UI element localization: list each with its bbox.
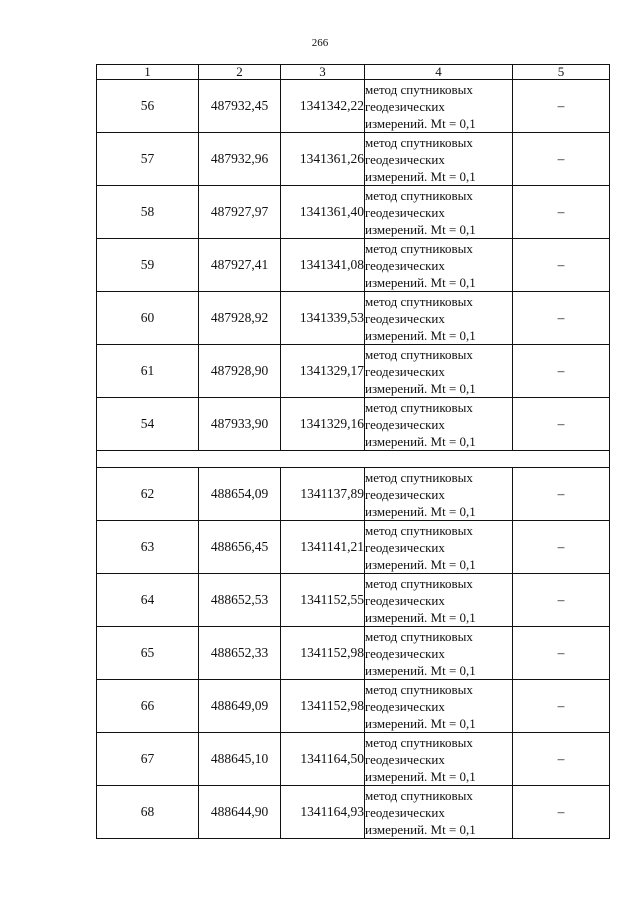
note-cell: – bbox=[513, 574, 610, 627]
separator-cell bbox=[97, 451, 610, 468]
method-line: метод спутниковых bbox=[365, 734, 473, 750]
table-row bbox=[97, 627, 610, 680]
method-line: метод спутниковых bbox=[365, 522, 473, 538]
method-description bbox=[365, 733, 513, 786]
column-header: 4 bbox=[365, 65, 513, 80]
table-row bbox=[97, 80, 610, 133]
coordinate-x: 487927,41 bbox=[199, 239, 281, 292]
table-row bbox=[97, 680, 610, 733]
coordinate-y: 1341341,08 bbox=[281, 239, 365, 292]
table-row bbox=[97, 133, 610, 186]
coordinate-y: 1341339,53 bbox=[281, 292, 365, 345]
coordinate-x: 488656,45 bbox=[199, 521, 281, 574]
table-row bbox=[97, 574, 610, 627]
coordinate-x: 488652,53 bbox=[199, 574, 281, 627]
note-cell: – bbox=[513, 345, 610, 398]
coordinates-table bbox=[96, 64, 610, 839]
method-description bbox=[365, 468, 513, 521]
table-row bbox=[97, 239, 610, 292]
table-row bbox=[97, 398, 610, 451]
coordinate-y: 1341141,21 bbox=[281, 521, 365, 574]
section-separator-row bbox=[97, 451, 610, 468]
method-line: геодезических bbox=[365, 257, 445, 273]
method-line: геодезических bbox=[365, 804, 445, 820]
point-number: 62 bbox=[97, 468, 199, 521]
method-line: геодезических bbox=[365, 751, 445, 767]
coordinate-x: 487933,90 bbox=[199, 398, 281, 451]
note-cell: – bbox=[513, 186, 610, 239]
method-description bbox=[365, 292, 513, 345]
point-number: 54 bbox=[97, 398, 199, 451]
note-cell: – bbox=[513, 680, 610, 733]
coordinate-y: 1341152,98 bbox=[281, 627, 365, 680]
point-number: 63 bbox=[97, 521, 199, 574]
method-line: метод спутниковых bbox=[365, 399, 473, 415]
method-line: измерений. Mt = 0,1 bbox=[365, 274, 476, 290]
coordinate-x: 487928,90 bbox=[199, 345, 281, 398]
coordinate-x: 488652,33 bbox=[199, 627, 281, 680]
coordinate-x: 488645,10 bbox=[199, 733, 281, 786]
table-header-row bbox=[97, 65, 610, 80]
note-cell: – bbox=[513, 468, 610, 521]
column-header: 2 bbox=[199, 65, 281, 80]
point-number: 64 bbox=[97, 574, 199, 627]
column-header: 5 bbox=[513, 65, 610, 80]
coordinate-y: 1341152,55 bbox=[281, 574, 365, 627]
coordinate-y: 1341342,22 bbox=[281, 80, 365, 133]
note-cell: – bbox=[513, 786, 610, 839]
method-line: измерений. Mt = 0,1 bbox=[365, 115, 476, 131]
method-line: метод спутниковых bbox=[365, 787, 473, 803]
method-description bbox=[365, 80, 513, 133]
method-line: измерений. Mt = 0,1 bbox=[365, 503, 476, 519]
coordinate-y: 1341152,98 bbox=[281, 680, 365, 733]
note-cell: – bbox=[513, 292, 610, 345]
note-cell: – bbox=[513, 80, 610, 133]
coordinate-y: 1341361,40 bbox=[281, 186, 365, 239]
point-number: 57 bbox=[97, 133, 199, 186]
method-line: геодезических bbox=[365, 363, 445, 379]
method-line: метод спутниковых bbox=[365, 187, 473, 203]
coordinate-x: 487932,96 bbox=[199, 133, 281, 186]
method-line: измерений. Mt = 0,1 bbox=[365, 662, 476, 678]
point-number: 60 bbox=[97, 292, 199, 345]
method-line: измерений. Mt = 0,1 bbox=[365, 556, 476, 572]
coordinate-x: 488654,09 bbox=[199, 468, 281, 521]
method-line: измерений. Mt = 0,1 bbox=[365, 168, 476, 184]
method-description bbox=[365, 521, 513, 574]
note-cell: – bbox=[513, 627, 610, 680]
coordinate-x: 487932,45 bbox=[199, 80, 281, 133]
method-line: геодезических bbox=[365, 592, 445, 608]
method-line: геодезических bbox=[365, 645, 445, 661]
point-number: 65 bbox=[97, 627, 199, 680]
method-line: метод спутниковых bbox=[365, 346, 473, 362]
coordinate-x: 487928,92 bbox=[199, 292, 281, 345]
page-number: 266 bbox=[311, 37, 329, 49]
method-description bbox=[365, 680, 513, 733]
coordinate-x: 488644,90 bbox=[199, 786, 281, 839]
method-line: геодезических bbox=[365, 486, 445, 502]
point-number: 67 bbox=[97, 733, 199, 786]
method-line: метод спутниковых bbox=[365, 134, 473, 150]
method-description bbox=[365, 186, 513, 239]
note-cell: – bbox=[513, 521, 610, 574]
point-number: 66 bbox=[97, 680, 199, 733]
method-line: измерений. Mt = 0,1 bbox=[365, 380, 476, 396]
method-line: геодезических bbox=[365, 698, 445, 714]
table-row bbox=[97, 186, 610, 239]
method-line: измерений. Mt = 0,1 bbox=[365, 715, 476, 731]
table-row bbox=[97, 521, 610, 574]
coordinate-y: 1341164,93 bbox=[281, 786, 365, 839]
method-description bbox=[365, 133, 513, 186]
method-line: геодезических bbox=[365, 98, 445, 114]
method-line: метод спутниковых bbox=[365, 469, 473, 485]
table-row bbox=[97, 292, 610, 345]
method-line: измерений. Mt = 0,1 bbox=[365, 221, 476, 237]
method-line: метод спутниковых bbox=[365, 575, 473, 591]
method-description bbox=[365, 627, 513, 680]
method-description bbox=[365, 786, 513, 839]
method-line: метод спутниковых bbox=[365, 628, 473, 644]
column-header: 3 bbox=[281, 65, 365, 80]
coordinate-x: 487927,97 bbox=[199, 186, 281, 239]
method-line: метод спутниковых bbox=[365, 240, 473, 256]
coordinate-y: 1341137,89 bbox=[281, 468, 365, 521]
method-description bbox=[365, 574, 513, 627]
point-number: 56 bbox=[97, 80, 199, 133]
coordinate-x: 488649,09 bbox=[199, 680, 281, 733]
note-cell: – bbox=[513, 239, 610, 292]
method-line: измерений. Mt = 0,1 bbox=[365, 609, 476, 625]
coordinate-y: 1341329,17 bbox=[281, 345, 365, 398]
coordinate-y: 1341361,26 bbox=[281, 133, 365, 186]
coordinate-y: 1341164,50 bbox=[281, 733, 365, 786]
method-line: метод спутниковых bbox=[365, 681, 473, 697]
method-line: геодезических bbox=[365, 151, 445, 167]
note-cell: – bbox=[513, 133, 610, 186]
coordinate-y: 1341329,16 bbox=[281, 398, 365, 451]
point-number: 68 bbox=[97, 786, 199, 839]
method-line: геодезических bbox=[365, 204, 445, 220]
table-row bbox=[97, 733, 610, 786]
method-line: геодезических bbox=[365, 416, 445, 432]
note-cell: – bbox=[513, 398, 610, 451]
method-line: измерений. Mt = 0,1 bbox=[365, 433, 476, 449]
point-number: 59 bbox=[97, 239, 199, 292]
column-header: 1 bbox=[97, 65, 199, 80]
method-description bbox=[365, 398, 513, 451]
note-cell: – bbox=[513, 733, 610, 786]
method-line: измерений. Mt = 0,1 bbox=[365, 821, 476, 837]
point-number: 58 bbox=[97, 186, 199, 239]
method-line: геодезических bbox=[365, 310, 445, 326]
point-number: 61 bbox=[97, 345, 199, 398]
method-line: метод спутниковых bbox=[365, 81, 473, 97]
method-description bbox=[365, 239, 513, 292]
table-row bbox=[97, 345, 610, 398]
table-row bbox=[97, 468, 610, 521]
method-line: измерений. Mt = 0,1 bbox=[365, 327, 476, 343]
method-description bbox=[365, 345, 513, 398]
method-line: измерений. Mt = 0,1 bbox=[365, 768, 476, 784]
table-row bbox=[97, 786, 610, 839]
method-line: геодезических bbox=[365, 539, 445, 555]
method-line: метод спутниковых bbox=[365, 293, 473, 309]
